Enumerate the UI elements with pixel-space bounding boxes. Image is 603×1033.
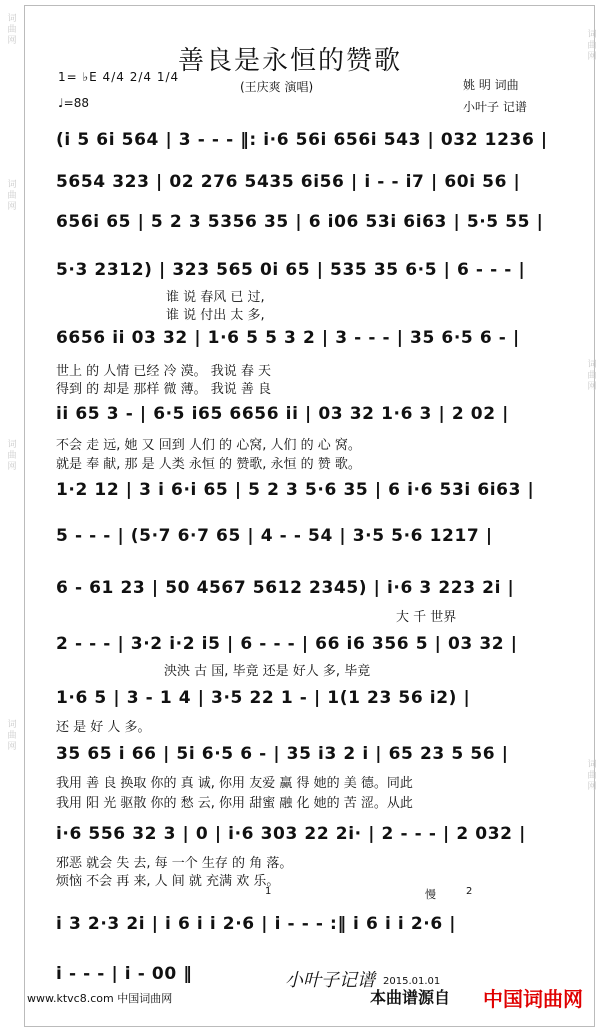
watermark-left-2: 词 曲 网 — [7, 180, 17, 212]
lyric-line-4b: 谁 说 付出 太 多, — [166, 308, 265, 323]
source-label: 本曲谱源自 — [370, 988, 451, 1007]
lyric-line-12a: 我用 善 良 换取 你的 真 诚, 你用 友爱 赢 得 她的 美 德。同此 — [56, 776, 413, 791]
score-line-11: 1·6 5 | 3 - 1 4 | 3·5 22 1 - | 1(1 23 56 i2) | — [56, 688, 471, 708]
lyric-line-5a: 世上 的 人情 已经 冷 漠。 我说 春 天 — [56, 364, 272, 379]
notation-credit: 小叶子 记谱 — [463, 100, 527, 114]
lyric-line-5b: 得到 的 却是 那样 微 薄。 我说 善 良 — [56, 382, 272, 397]
lyric-line-13b: 烦恼 不会 再 来, 人 间 就 充满 欢 乐。 — [56, 874, 280, 889]
song-title: 善良是永恒的赞歌 — [178, 46, 403, 76]
singer-credit: (王庆爽 演唱) — [240, 80, 314, 94]
score-line-3: 656i 65 | 5 2 3 5356 35 | 6 i06 53i 6i63 | 5·5 55 | — [56, 212, 544, 232]
score-line-4: 5·3 2312) | 323 565 0i 65 | 535 35 6·5 | 6 - - - | — [56, 260, 526, 280]
signature: 小叶子记谱 — [285, 970, 375, 991]
volta-2-bracket: 2 — [466, 886, 473, 897]
score-line-1: (i 5 6i 564 | 3 - - - ‖: i·6 56i 656i 543 | 032 1236 | — [56, 130, 548, 150]
key-signature: 1= ♭E 4/4 2/4 1/4 — [58, 70, 180, 84]
signature-date: 2015.01.01 — [383, 976, 441, 987]
score-line-15: i - - - | i - 00 ‖ — [56, 964, 193, 984]
score-line-5: 6656 ii 03 32 | 1·6 5 5 3 2 | 3 - - - | 35 6·5 6 - | — [56, 328, 520, 348]
slow-marking: 慢 — [425, 888, 436, 901]
lyric-line-9: 大 千 世界 — [396, 610, 457, 625]
score-line-7: 1·2 12 | 3 i 6·i 65 | 5 2 3 5·6 35 | 6 i·6 53i 6i63 | — [56, 480, 535, 500]
lyric-line-11: 还 是 好 人 多。 — [56, 720, 151, 735]
lyric-line-4a: 谁 说 春风 已 过, — [166, 290, 265, 305]
footer-site-link[interactable]: www.ktvc8.com 中国词曲网 — [27, 992, 173, 1005]
score-line-8: 5 - - - | (5·7 6·7 65 | 4 - - 54 | 3·5 5·6 1217 | — [56, 526, 493, 546]
score-line-13: i·6 556 32 3 | 0 | i·6 303 22 2i· | 2 - - - | 2 032 | — [56, 824, 526, 844]
watermark-right-2: 词 曲 网 — [587, 360, 597, 392]
source-site-logo[interactable]: 中国词曲网 — [483, 987, 583, 1011]
lyric-line-10: 泱泱 古 国, 毕竟 还是 好人 多, 毕竟 — [164, 664, 371, 679]
watermark-right-3: 词 曲 网 — [587, 760, 597, 792]
watermark-left-1: 词 曲 网 — [7, 14, 17, 46]
volta-1-bracket: 1 — [265, 886, 272, 897]
lyric-line-12b: 我用 阳 光 驱散 你的 愁 云, 你用 甜蜜 融 化 她的 苦 涩。从此 — [56, 796, 413, 811]
score-line-12: 35 65 i 66 | 5i 6·5 6 - | 35 i3 2 i | 65 23 5 56 | — [56, 744, 509, 764]
lyrics-music-credit: 姚 明 词曲 — [463, 78, 519, 92]
watermark-left-3: 词 曲 网 — [7, 440, 17, 472]
watermark-right-1: 词 曲 网 — [587, 30, 597, 62]
lyric-line-6a: 不会 走 远, 她 又 回到 人们 的 心窝, 人们 的 心 窝。 — [56, 438, 361, 453]
tempo-marking: ♩=88 — [58, 96, 89, 110]
score-line-9: 6 - 61 23 | 50 4567 5612 2345) | i·6 3 223 2i | — [56, 578, 515, 598]
lyric-line-13a: 邪恶 就会 失 去, 每 一个 生存 的 角 落。 — [56, 856, 293, 871]
score-line-6: ii 65 3 - | 6·5 i65 6656 ii | 03 32 1·6 3 | 2 02 | — [56, 404, 509, 424]
score-line-10: 2 - - - | 3·2 i·2 i5 | 6 - - - | 66 i6 356 5 | 03 32 | — [56, 634, 518, 654]
watermark-left-4: 词 曲 网 — [7, 720, 17, 752]
score-line-2: 5654 323 | 02 276 5435 6i56 | i - - i7 | 60i 56 | — [56, 172, 521, 192]
score-line-14: i 3 2·3 2i | i 6 i i 2·6 | i - - - :‖ i 6 i i 2·6 | — [56, 914, 457, 934]
lyric-line-6b: 就是 奉 献, 那 是 人类 永恒 的 赞歌, 永恒 的 赞 歌。 — [56, 457, 361, 472]
